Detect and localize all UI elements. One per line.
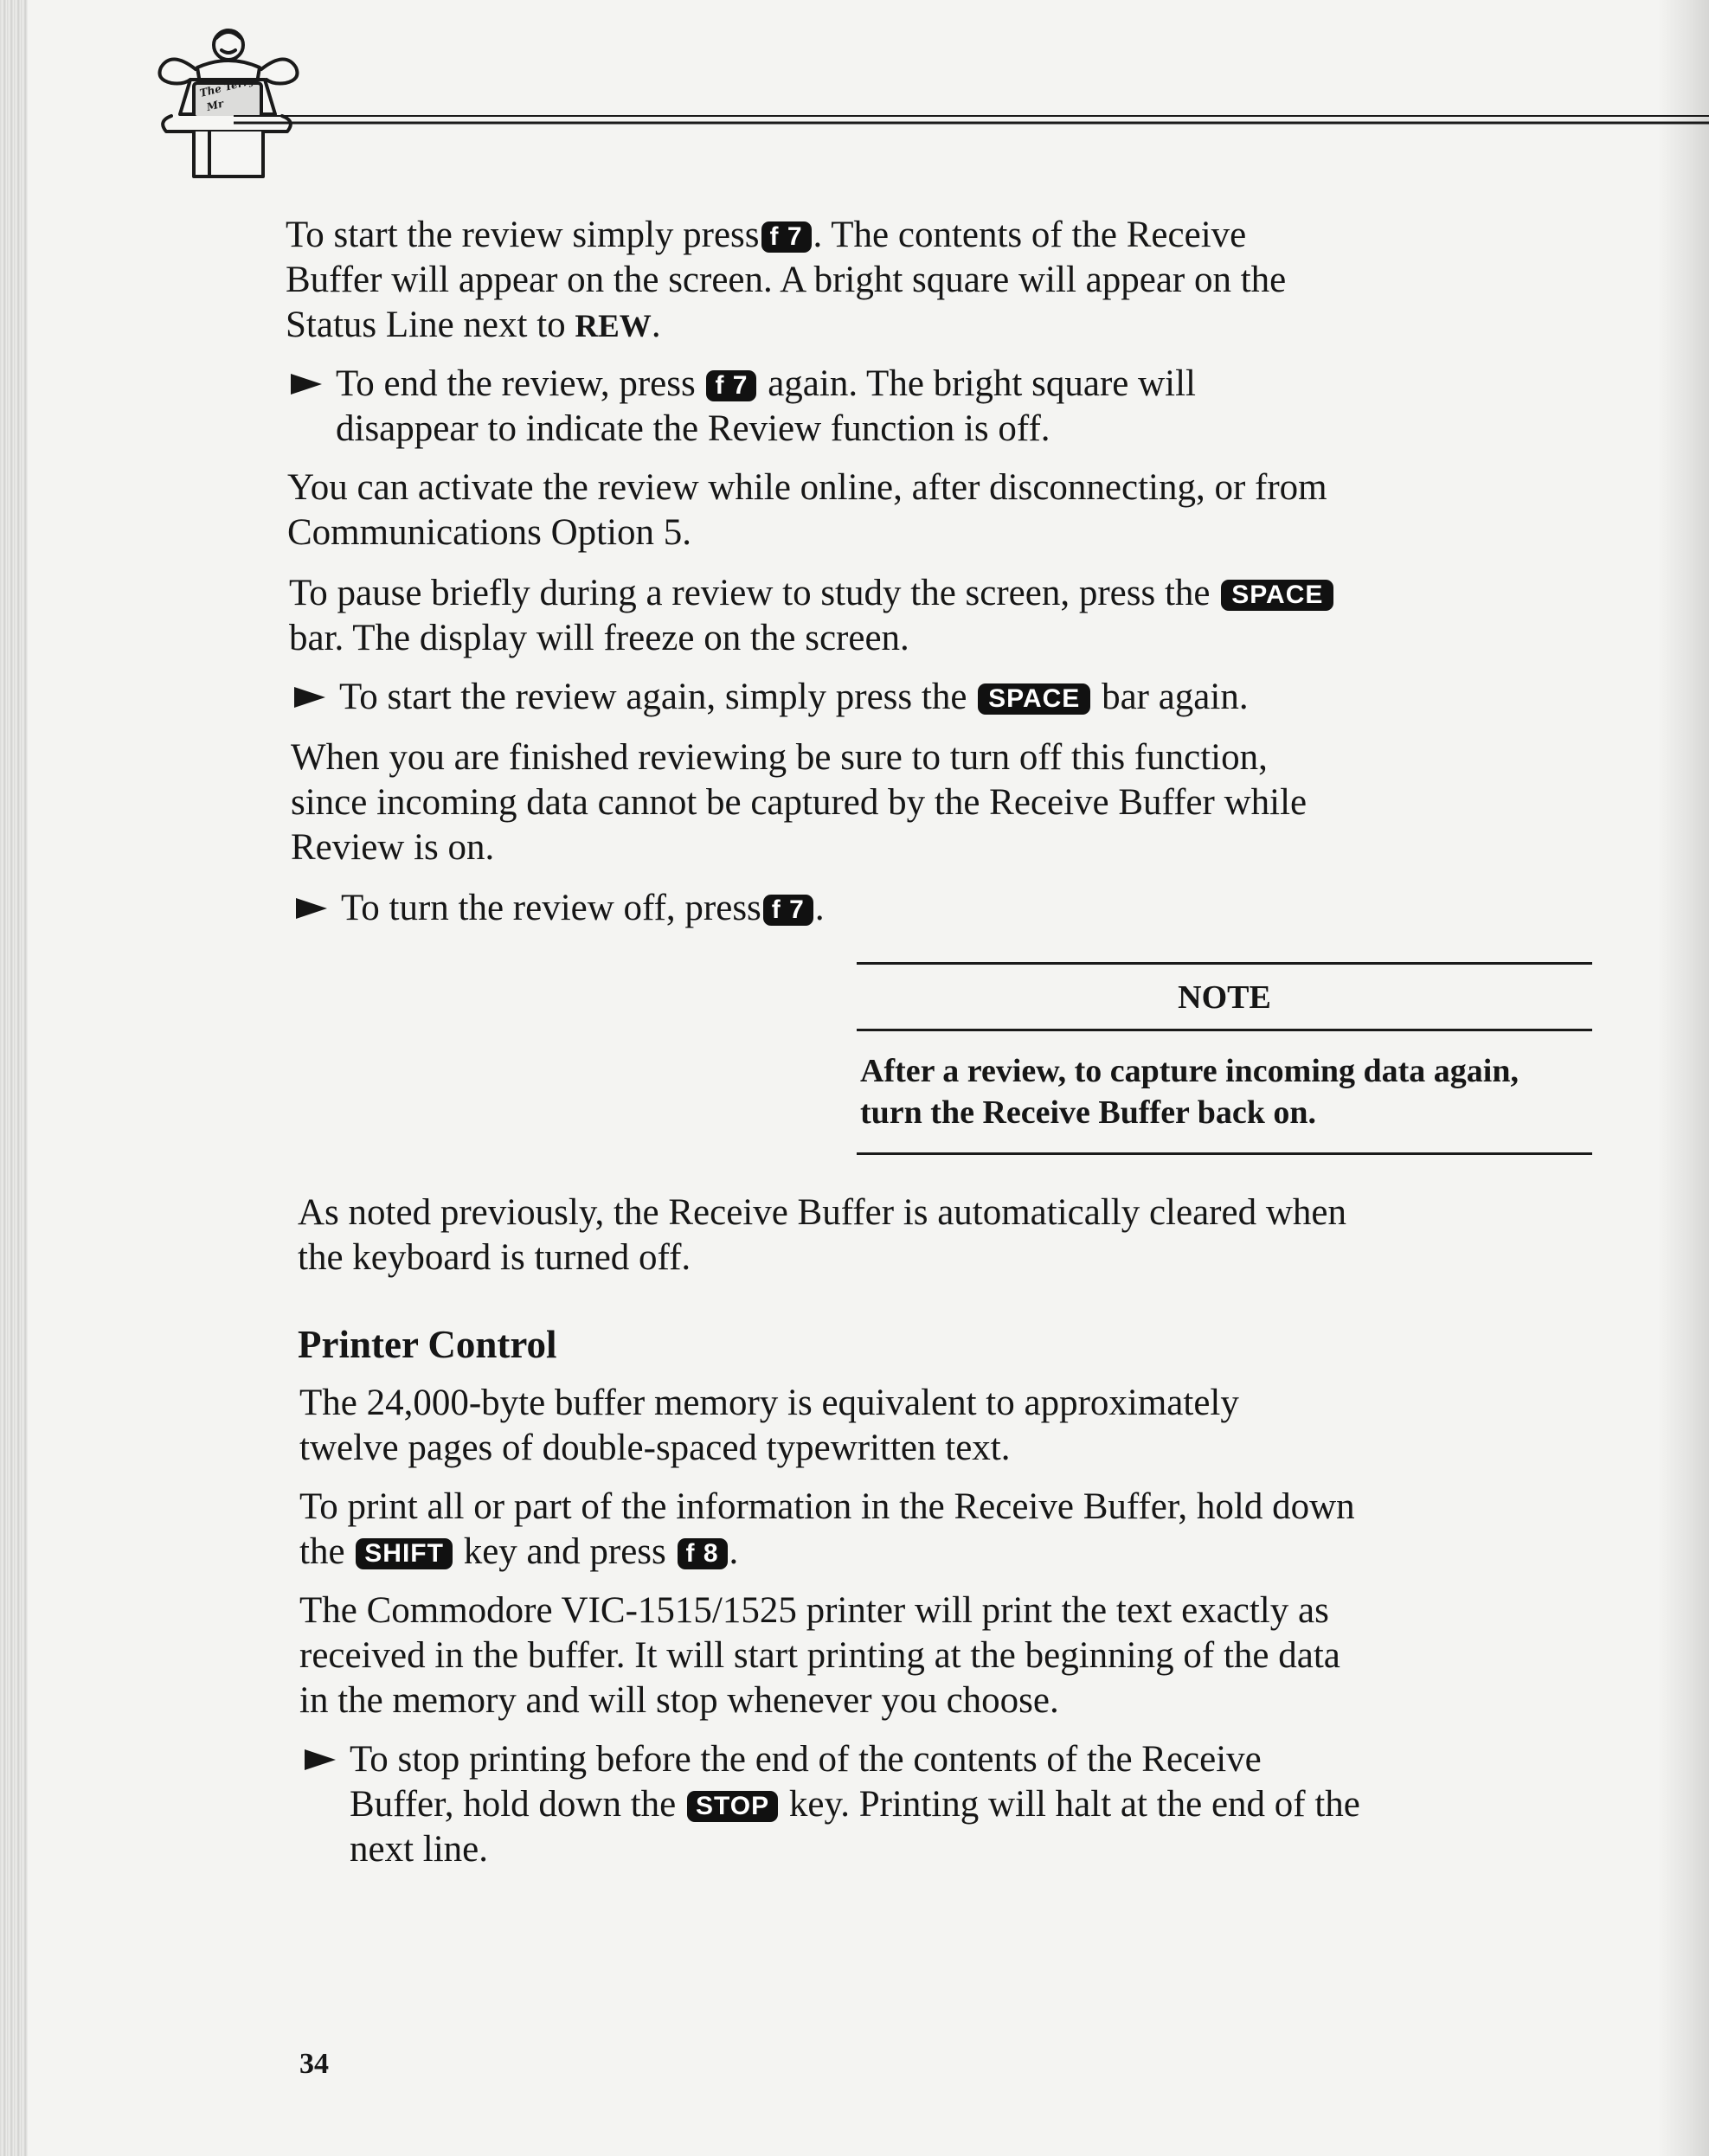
f7-key-icon: f 7 — [761, 221, 812, 253]
f8-key-icon: f 8 — [678, 1538, 728, 1569]
svg-text:Mr: Mr — [205, 97, 225, 113]
paragraph-printer-info: The Commodore VIC-1515/1525 printer will print the text exactly as received in the buffer. It will start printing at the beginning of the data in the memory and will stop whenever you choose. — [299, 1590, 1340, 1721]
page-right-edge — [1657, 0, 1709, 2156]
rew-label: REW — [575, 309, 652, 344]
f7-key-icon: f 7 — [706, 370, 756, 401]
svg-text:The Terry: The Terry — [198, 74, 256, 99]
bullet-end-review: To end the review, press f 7 again. The bright square will disappear to indicate the Review function is off. — [291, 362, 1196, 452]
paragraph-print-buffer: To print all or part of the information in the Receive Buffer, hold down the SHIFT key and press f 8 . — [299, 1486, 1355, 1572]
shift-key-icon: SHIFT — [356, 1538, 453, 1569]
bullet-stop-printing: To stop printing before the end of the contents of the Receive Buffer, hold down the STOP key. Printing will halt at the end of the next line. — [305, 1737, 1360, 1872]
note-title: NOTE — [1178, 979, 1271, 1016]
page-number: 34 — [299, 2048, 329, 2080]
space-key-icon: SPACE — [978, 683, 1090, 715]
paragraph-buffer-cleared: As noted previously, the Receive Buffer is automatically cleared when the keyboard is turned off. — [298, 1192, 1346, 1278]
muscle-man-computer-mascot-icon — [145, 19, 310, 180]
section-heading-printer-control: Printer Control — [298, 1323, 557, 1366]
right-triangle-arrow-icon — [296, 898, 327, 919]
f7-key-icon: f 7 — [763, 895, 813, 926]
right-triangle-arrow-icon — [294, 687, 325, 708]
note-bottom-rule — [857, 1152, 1592, 1155]
page-binding-edge — [0, 0, 28, 2156]
paragraph-activate-review: You can activate the review while online, after disconnecting, or from Communications Option 5. — [287, 467, 1327, 553]
note-box — [857, 962, 1592, 1155]
stop-key-icon: STOP — [687, 1791, 778, 1822]
space-key-icon: SPACE — [1221, 580, 1333, 611]
right-triangle-arrow-icon — [305, 1749, 336, 1770]
paragraph-start-review: To start the review simply press f 7 . The contents of the Receive Buffer will appear on the screen. A bright square will appear on the Status Line next to REW. — [286, 215, 1287, 345]
paragraph-buffer-memory: The 24,000-byte buffer memory is equivalent to approximately twelve pages of double-spaced typewritten text. — [299, 1383, 1239, 1468]
right-triangle-arrow-icon — [291, 374, 322, 395]
bullet-restart-review: To start the review again, simply press the SPACE bar again. — [294, 675, 1249, 720]
header-rule — [234, 111, 1709, 135]
paragraph-pause-review: To pause briefly during a review to study the screen, press the SPACE bar. The display will freeze on the screen. — [289, 571, 1335, 661]
note-body: After a review, to capture incoming data again, turn the Receive Buffer back on. — [860, 1053, 1519, 1131]
paragraph-finish-review: When you are finished reviewing be sure to turn off this function, since incoming data cannot be captured by the Receive Buffer while Review is on. — [291, 737, 1307, 868]
bullet-turn-off-review: To turn the review off, press f 7 . — [296, 886, 825, 931]
